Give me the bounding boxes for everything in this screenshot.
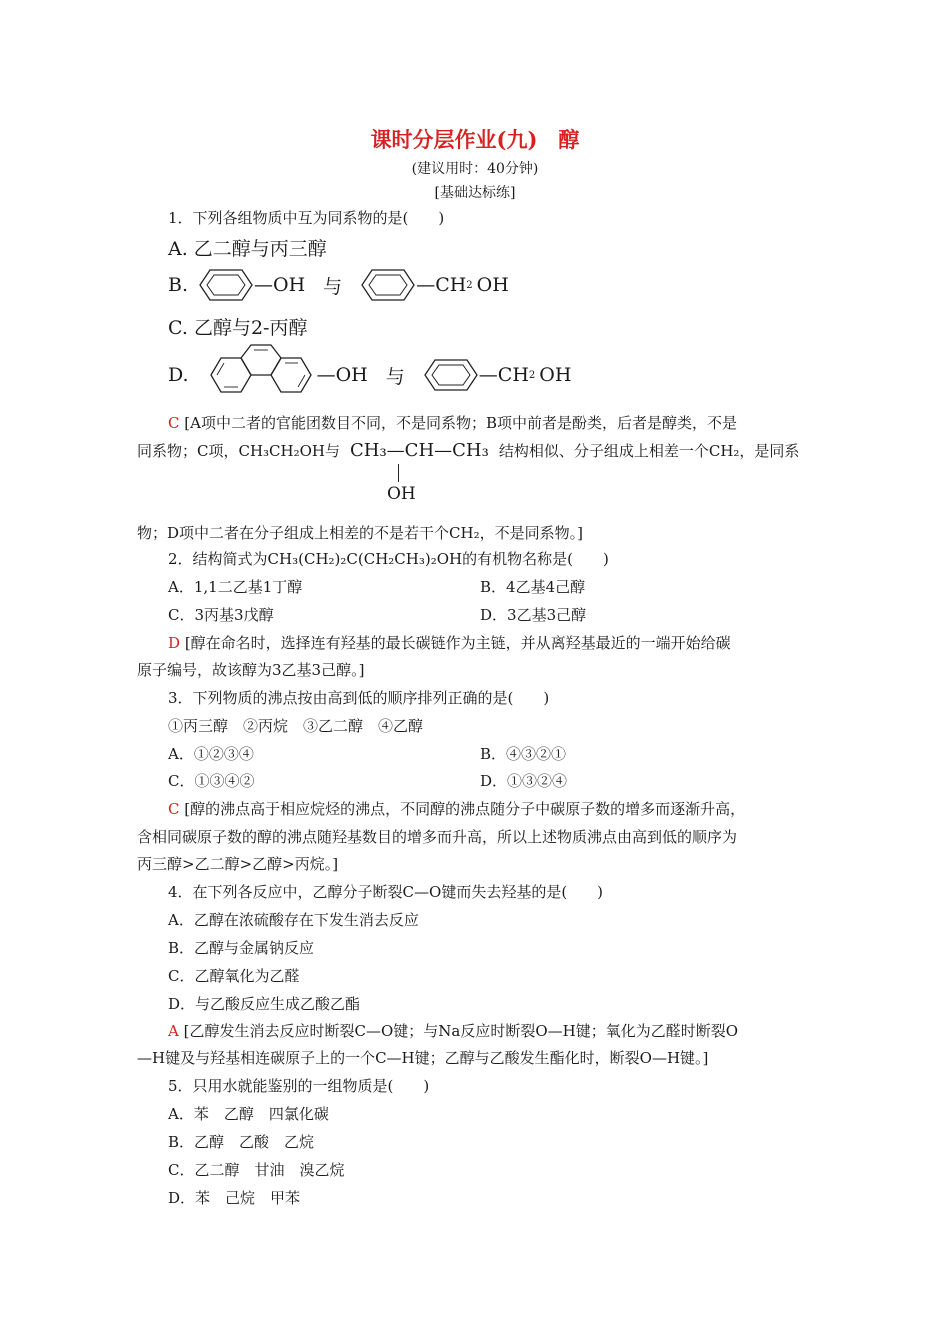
q4-explanation-line2: —H键及与羟基相连碳原子上的一个C—H键；乙醇与乙酸发生酯化时，断裂O—H键。] [137, 1049, 709, 1067]
q4-stem: 4．在下列各反应中，乙醇分子断裂C—O键而失去羟基的是( ) [168, 883, 604, 901]
phenol-oh: —OH [254, 274, 306, 296]
q1-option-d [168, 343, 571, 407]
q4-answer: A [168, 1022, 179, 1040]
suggested-time: (建议用时：40分钟) [411, 161, 539, 177]
q1-b-and: 与 [323, 275, 343, 298]
benzyl-oh-d: OH [539, 364, 572, 386]
q1-option-a: A. 乙二醇与丙三醇 [168, 238, 327, 260]
q5-stem: 5．只用水就能鉴别的一组物质是( ) [168, 1077, 430, 1095]
q1-option-b [168, 268, 509, 302]
q3-option-c: C．①③④② [168, 772, 255, 790]
q2-stem: 2．结构简式为CH₃(CH₂)₂C(CH₂CH₃)₂OH的有机物名称是( ) [168, 550, 609, 568]
benzene-ring-icon [198, 268, 254, 302]
q1-explanation-line1: C [A项中二者的官能团数目不同，不是同系物；B项中前者是酚类，后者是醇类，不是 [168, 414, 737, 432]
q2-explanation-line1: D [醇在命名时，选择连有羟基的最长碳链作为主链，并从离羟基最近的一端开始给碳 [168, 634, 731, 652]
benzyl-oh: OH [476, 274, 509, 296]
q3-explanation-line2: 含相同碳原子数的醇的沸点随羟基数目的增多而升高，所以上述物质沸点由高到低的顺序为 [137, 828, 738, 846]
q2-option-b: B．4乙基4己醇 [480, 578, 586, 596]
q3-explanation-line1: C [醇的沸点高于相应烷烃的沸点，不同醇的沸点随分子中碳原子数的增多而逐渐升高， [168, 800, 746, 818]
q1-stem: 1．下列各组物质中互为同系物的是( ) [168, 209, 445, 227]
q1-explanation-line2: 同系物；C项，CH₃CH₂OH与 CH₃—CH—CH₃ 结构相似、分子组成上相差一个CH₂，是同系 [137, 440, 800, 461]
q1-option-c: C. 乙醇与2-丙醇 [168, 317, 308, 339]
subscript-2: 2 [466, 279, 473, 291]
benzene-ring-icon [360, 268, 416, 302]
section-heading: [基础达标练] [434, 185, 516, 201]
subscript-2-d: 2 [528, 369, 536, 381]
benzyl-ch2-d: —CH [478, 364, 529, 386]
q4-option-d: D．与乙酸反应生成乙酸乙酯 [168, 995, 361, 1013]
phenanthrene-ring-icon [201, 343, 327, 407]
q3-items: ①丙三醇 ②丙烷 ③乙二醇 ④乙醇 [168, 717, 424, 735]
q4-option-a: A．乙醇在浓硫酸存在下发生消去反应 [168, 911, 419, 929]
q1-d-and: 与 [385, 365, 405, 388]
q1-option-b-label: B. [168, 274, 189, 296]
q1-answer: C [168, 414, 180, 432]
q3-option-d: D．①③②④ [480, 772, 568, 790]
q5-option-d: D．苯 己烷 甲苯 [168, 1189, 301, 1207]
q4-option-b: B．乙醇与金属钠反应 [168, 939, 315, 957]
benzyl-ch2: —CH [416, 274, 467, 296]
q2-option-a: A．1,1二乙基1丁醇 [168, 578, 303, 596]
structure-bond [398, 464, 399, 482]
q5-option-c: C．乙二醇 甘油 溴乙烷 [168, 1161, 345, 1179]
benzene-ring-icon [423, 358, 479, 392]
naphthol-oh: —OH [316, 364, 368, 386]
q3-option-a: A．①②③④ [168, 745, 254, 763]
q1-option-d-label: D. [168, 364, 189, 386]
q5-option-a: A．苯 乙醇 四氯化碳 [168, 1105, 329, 1123]
q2-answer: D [168, 634, 181, 652]
q3-stem: 3．下列物质的沸点按由高到低的顺序排列正确的是( ) [168, 689, 550, 707]
q3-answer: C [168, 800, 180, 818]
q1-explanation-line3: 物；D项中二者在分子组成上相差的不是若干个CH₂，不是同系物。] [137, 524, 583, 542]
q3-option-b: B．④③②① [480, 745, 567, 763]
q2-option-d: D．3乙基3己醇 [480, 606, 587, 624]
q4-explanation-line1: A [乙醇发生消去反应时断裂C—O键；与Na反应时断裂O—H键；氧化为乙醛时断裂O [168, 1022, 738, 1040]
page-title: 课时分层作业(九) 醇 [370, 127, 580, 152]
isopropanol-structure: CH₃—CH—CH₃ [350, 440, 489, 461]
q3-explanation-line3: 丙三醇>乙二醇>乙醇>丙烷。] [137, 855, 339, 873]
q2-option-c: C．3丙基3戊醇 [168, 606, 274, 624]
q4-option-c: C．乙醇氧化为乙醛 [168, 967, 300, 985]
q5-option-b: B．乙醇 乙酸 乙烷 [168, 1133, 315, 1151]
q2-explanation-line2: 原子编号，故该醇为3乙基3己醇。] [137, 661, 365, 679]
isopropanol-oh: OH [387, 484, 416, 504]
